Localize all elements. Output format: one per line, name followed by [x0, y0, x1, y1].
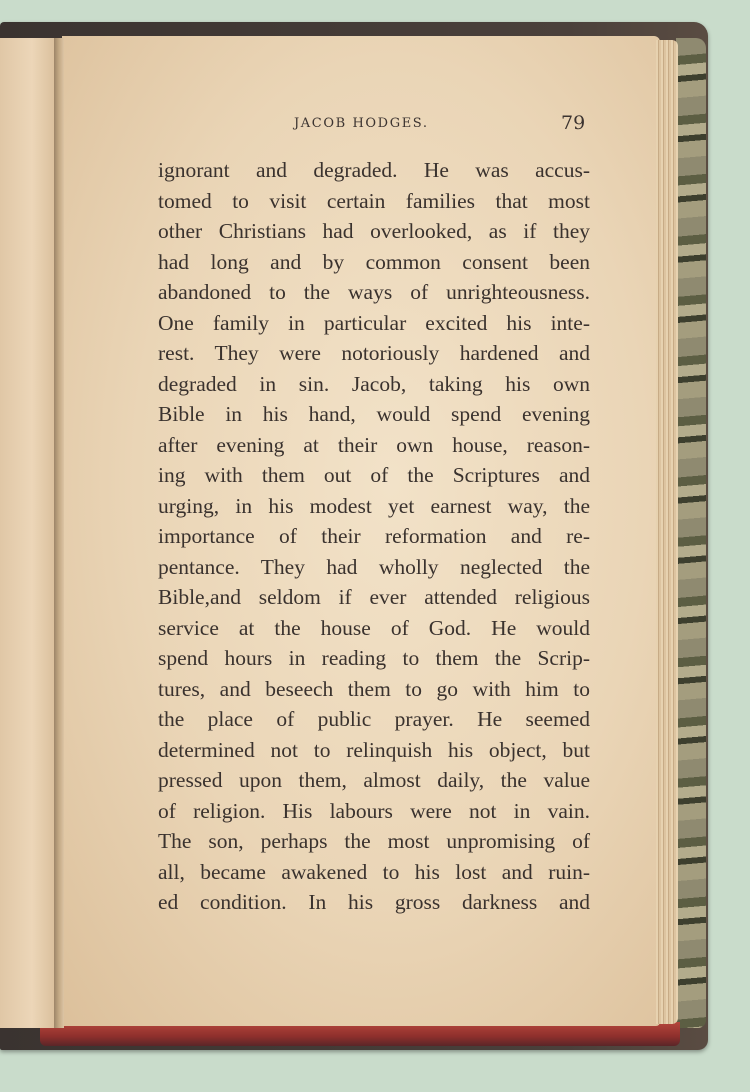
page-edges: [656, 40, 678, 1024]
text-line: importance of their reformation and re-: [158, 524, 590, 548]
body-text: [158, 155, 590, 918]
text-line: ignorant and degraded. He was accus-: [158, 158, 590, 182]
text-line: pressed upon them, almost daily, the value: [158, 768, 590, 792]
text-line: determined not to relinquish his object, but: [158, 737, 590, 762]
text-line: service at the house of God. He would: [158, 615, 590, 640]
text-line: urging, in his modest yet earnest way, the: [158, 493, 590, 518]
text-line: tomed to visit certain families that most: [158, 188, 590, 213]
text-line: abandoned to the ways of unrighteousness.: [158, 280, 590, 304]
text-line: had long and by common consent been: [158, 249, 590, 274]
text-line: Bible in his hand, would spend evening: [158, 402, 590, 426]
page-number: 79: [561, 112, 586, 134]
text-line: all, became awakened to his lost and ruin-: [158, 859, 590, 884]
left-page: [0, 38, 58, 1028]
running-head: JACOB HODGES.: [294, 116, 429, 131]
text-line: other Christians had overlooked, as if they: [158, 219, 590, 243]
text-line: rest. They were notoriously hardened and: [158, 341, 590, 365]
text-line: The son, perhaps the most unpromising of: [158, 829, 590, 853]
text-line: One family in particular excited his inte-: [158, 310, 590, 335]
text-line: ed condition. In his gross darkness and: [158, 890, 590, 914]
text-line: after evening at their own house, reason-: [158, 432, 590, 457]
text-line: Bible,and seldom if ever attended religious: [158, 585, 590, 609]
marbled-cover-edge: [676, 38, 706, 1028]
text-line: the place of public prayer. He seemed: [158, 707, 590, 731]
text-line: ing with them out of the Scriptures and: [158, 463, 590, 487]
text-line: degraded in sin. Jacob, taking his own: [158, 371, 590, 396]
book-gutter: [54, 38, 64, 1028]
text-line: spend hours in reading to them the Scrip-: [158, 646, 590, 670]
text-line: pentance. They had wholly neglected the: [158, 554, 590, 579]
text-line: of religion. His labours were not in vain.: [158, 798, 590, 823]
text-line: tures, and beseech them to go with him to: [158, 676, 590, 701]
